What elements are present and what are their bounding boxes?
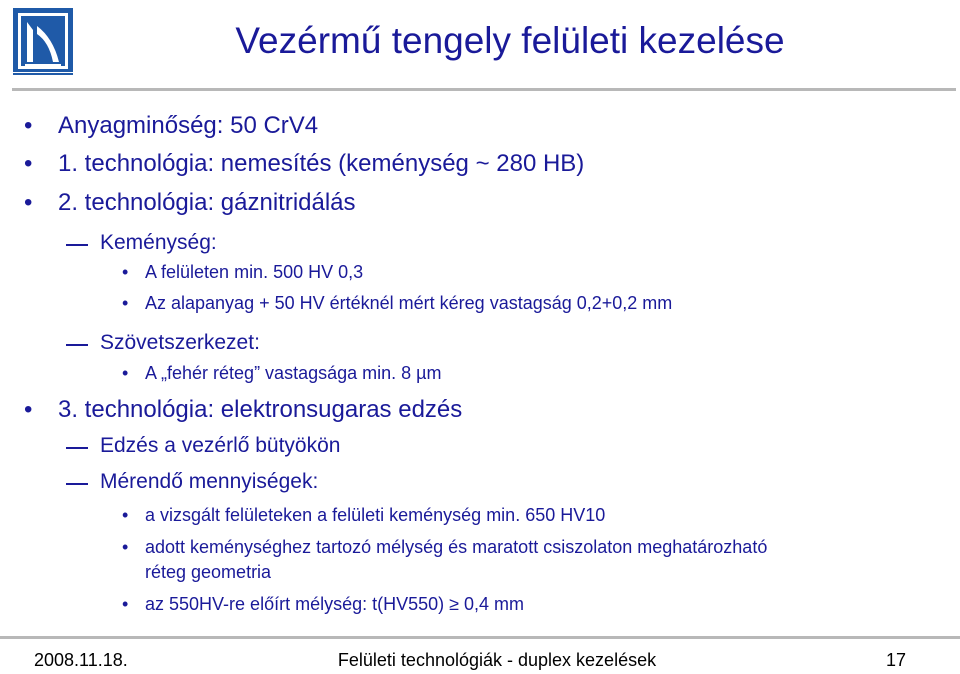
bullet-icon: •	[24, 112, 33, 139]
list-item	[122, 293, 673, 314]
title-divider	[12, 88, 956, 91]
list-item	[122, 363, 442, 384]
footer-divider	[0, 636, 960, 639]
dash-icon	[66, 344, 88, 346]
list-item	[24, 396, 463, 424]
bullet-icon: •	[122, 293, 129, 313]
list-item	[24, 189, 356, 217]
list-item-text: A felületen min. 500 HV 0,3	[145, 262, 364, 282]
list-item	[100, 434, 340, 458]
list-item	[145, 562, 271, 583]
list-item-text: adott keménységhez tartozó mélység és maratott csiszolaton meghatározható	[145, 537, 768, 557]
list-item	[122, 262, 364, 283]
list-item-text: réteg geometria	[145, 562, 272, 582]
list-item-text: a vizsgált felületeken a felületi keménység min. 650 HV10	[145, 505, 606, 525]
list-item-text: 3. technológia: elektronsugaras edzés	[58, 396, 463, 423]
bullet-icon: •	[24, 396, 33, 423]
bullet-icon: •	[122, 537, 129, 557]
list-item-text: 2. technológia: gáznitridálás	[58, 189, 356, 216]
list-item	[100, 331, 260, 355]
bullet-icon: •	[122, 594, 129, 614]
list-item	[24, 112, 319, 140]
list-item-text: 1. technológia: nemesítés (keménység ~ 280 HB)	[58, 150, 585, 177]
dash-icon	[66, 483, 88, 485]
list-item-text: az 550HV-re előírt mélység: t(HV550) ≥ 0,4 mm	[145, 594, 525, 614]
bullet-icon: •	[24, 189, 33, 216]
bullet-icon: •	[122, 505, 129, 525]
list-item-text: Szövetszerkezet:	[100, 331, 260, 354]
list-item-text: Anyagminőség: 50 CrV4	[58, 112, 319, 139]
list-item	[122, 505, 606, 526]
list-item	[100, 470, 318, 494]
bullet-icon: •	[122, 363, 129, 383]
list-item	[24, 150, 585, 178]
footer-page-number: 17	[886, 650, 907, 670]
bullet-icon: •	[24, 150, 33, 177]
list-item	[122, 537, 768, 558]
footer-date: 2008.11.18.	[34, 650, 128, 670]
list-item	[122, 594, 525, 615]
list-item-text: Keménység:	[100, 231, 217, 254]
slide-title: Vezérmű tengely felületi kezelése	[235, 20, 785, 61]
dash-icon	[66, 447, 88, 449]
bullet-icon: •	[122, 262, 129, 282]
list-item-text: A „fehér réteg” vastagsága min. 8 µm	[145, 363, 442, 383]
list-item	[100, 231, 217, 255]
footer-course: Felületi technológiák - duplex kezelések	[337, 650, 657, 670]
list-item-text: Az alapanyag + 50 HV értéknél mért kéreg vastagság 0,2+0,2 mm	[145, 293, 673, 313]
list-item-text: Edzés a vezérlő bütyökön	[100, 434, 341, 457]
list-item-text: Mérendő mennyiségek:	[100, 470, 319, 493]
dash-icon	[66, 244, 88, 246]
